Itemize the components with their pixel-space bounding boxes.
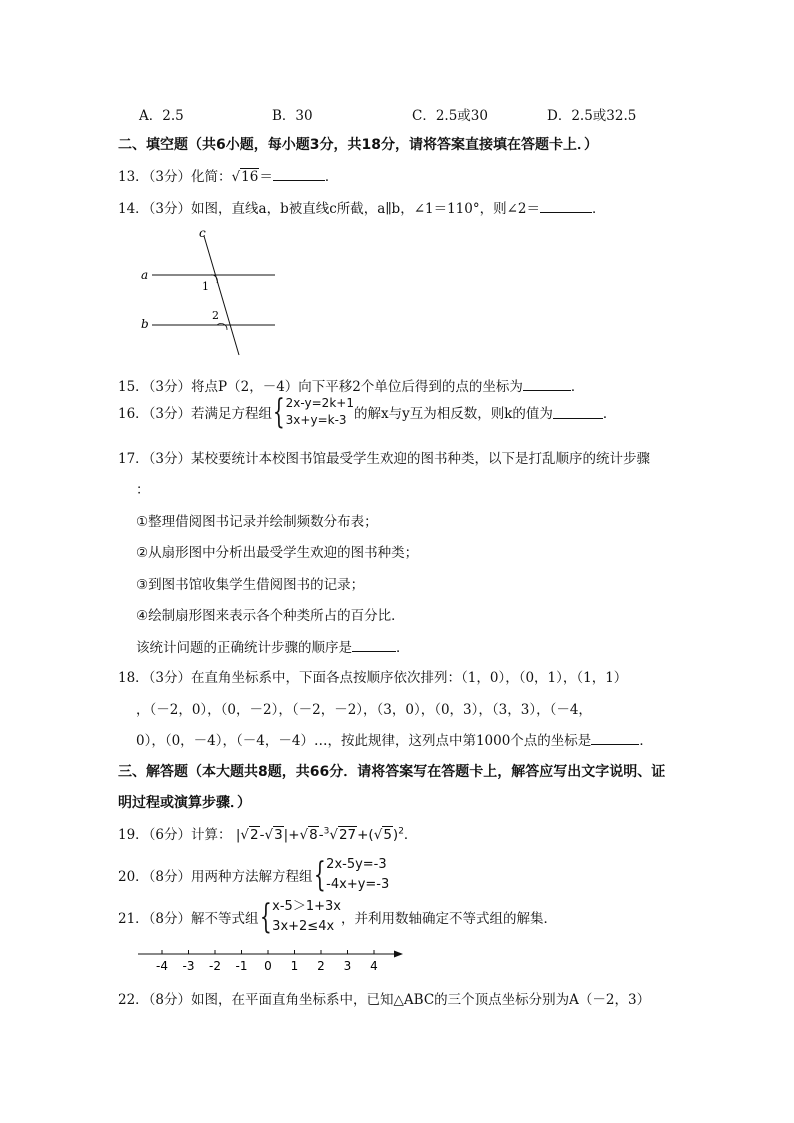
tick-label: -3 [182, 959, 195, 973]
q16-prefix: 16．（3分）若满足方程组 [118, 406, 273, 422]
question-19 [118, 823, 417, 843]
q15-text: 15．（3分）将点P（2，－4）向下平移2个单位后得到的点的坐标为 [118, 379, 523, 395]
q20-prefix: 20．（8分）用两种方法解方程组 [118, 869, 313, 885]
q17-end: ． [396, 640, 410, 656]
tick-label: 1 [290, 959, 299, 973]
question-20 [118, 855, 389, 895]
tick-label: -1 [235, 959, 248, 973]
equation-system [272, 392, 354, 432]
question-22: 22．（8分）如图，在平面直角坐标系中，已知△ABC的三个顶点坐标分别为A（－2，3） [118, 992, 651, 1008]
question-17-colon: ： [136, 482, 150, 498]
q21-eq2: 3x+2≤4x [272, 919, 335, 934]
brace-icon: { [313, 855, 326, 895]
question-18-line1: 18．（3分）在直角坐标系中，下面各点按顺序依次排列：（1，0），（0，1），（1，1） [118, 670, 628, 686]
answer-blank[interactable] [553, 406, 603, 419]
q19-end: ． [403, 827, 418, 843]
q21-suffix: ，并利用数轴确定不等式组的解集． [340, 911, 557, 927]
q18-line3-text: 0），（0，－4），（－4，－4）…，按此规律，这列点中第1000个点的坐标是 [136, 733, 592, 749]
step-1: ①整理借阅图书记录并绘制频数分布表； [136, 514, 378, 530]
q16-eq2: 3x+y=k-3 [285, 413, 347, 427]
number-line [135, 944, 405, 974]
equation-system [313, 855, 390, 895]
tick-label: -2 [209, 959, 221, 973]
brace-icon: { [272, 392, 285, 432]
label-b: b [141, 317, 149, 331]
angle-2-arc [217, 323, 227, 330]
answer-blank[interactable] [273, 168, 325, 181]
answer-blank[interactable] [591, 732, 639, 745]
step-3: ③到图书馆收集学生借阅图书的记录； [136, 577, 365, 593]
answer-blank[interactable] [540, 200, 592, 213]
q15-end: ． [570, 379, 585, 395]
q16-eq1: 2x-y=2k+1 [285, 396, 354, 410]
tick-marks [156, 950, 378, 973]
option-c: C．2.5或30 [412, 108, 488, 124]
question-17-line1: 17．（3分）某校要统计本校图书馆最受学生欢迎的图书种类，以下是打乱顺序的统计步骤 [118, 451, 651, 467]
inequality-system [259, 897, 341, 937]
question-13 [118, 165, 338, 185]
question-17-prompt [136, 636, 410, 656]
question-14 [118, 197, 606, 217]
q13-end: ． [324, 169, 339, 185]
step-4: ④绘制扇形图来表示各个种类所占的百分比． [136, 608, 405, 624]
label-c: c [199, 226, 206, 240]
q14-end: ． [592, 201, 606, 217]
option-a: A．2.5 [139, 108, 184, 124]
q13-radicand: 16 [241, 169, 259, 185]
q20-eq2: -4x+y=-3 [326, 877, 390, 892]
question-18-line3 [136, 729, 653, 749]
q20-eq1: 2x-5y=-3 [326, 857, 387, 872]
q16-end: ． [602, 406, 617, 422]
option-b: B．30 [272, 108, 313, 124]
arrow-right-icon [394, 951, 403, 958]
tick-label: -4 [156, 959, 168, 973]
q19-expression: $|√2-√3|+√8-^3√27+(√5)^2$ [235, 826, 404, 843]
label-a: a [141, 268, 149, 282]
question-21 [118, 897, 557, 937]
q17-question: 该统计问题的正确统计步骤的顺序是 [136, 640, 352, 656]
section-2-heading: 二、填空题（共6小题，每小题3分，共18分，请将答案直接填在答题卡上．） [118, 137, 598, 153]
section-3-heading-line1: 三、解答题（本大题共8题，共66分．请将答案写在答题卡上，解答应写出文字说明、证 [118, 764, 666, 780]
question-15 [118, 375, 584, 395]
q21-prefix: 21．（8分）解不等式组 [118, 911, 259, 927]
question-16 [118, 392, 617, 432]
step-2: ②从扇形图中分析出最受学生欢迎的图书种类； [136, 545, 419, 561]
parallel-lines-figure [135, 224, 285, 359]
q19-prefix: 19．（6分）计算： [118, 827, 232, 843]
tick-label: 3 [343, 959, 352, 973]
q13-prefix: 13．（3分）化简： [118, 169, 232, 185]
line-c [204, 236, 239, 355]
answer-blank[interactable] [523, 378, 571, 391]
brace-icon: { [259, 897, 272, 937]
q13-suffix: ＝ [259, 169, 273, 185]
label-angle-2: 2 [212, 309, 219, 322]
section-3-heading-line2: 明过程或演算步骤．） [118, 795, 251, 811]
q18-end: ． [639, 733, 653, 749]
tick-label: 4 [370, 959, 378, 973]
tick-label: 2 [317, 959, 325, 973]
tick-label: 0 [264, 959, 272, 973]
label-angle-1: 1 [202, 280, 209, 293]
q21-eq1: x-5＞1+3x [272, 899, 341, 914]
option-d: D．2.5或32.5 [547, 108, 637, 124]
q14-text: 14．（3分）如图，直线a，b被直线c所截，a∥b，∠1＝110°，则∠2＝ [118, 201, 541, 217]
radical-sign: √ [231, 169, 241, 185]
q16-suffix: 的解x与y互为相反数，则k的值为 [353, 406, 553, 422]
question-18-line2: ，（－2，0），（0，－2），（－2，－2），（3，0），（0，3），（3，3），（－4， [136, 702, 592, 718]
answer-blank[interactable] [352, 639, 396, 652]
